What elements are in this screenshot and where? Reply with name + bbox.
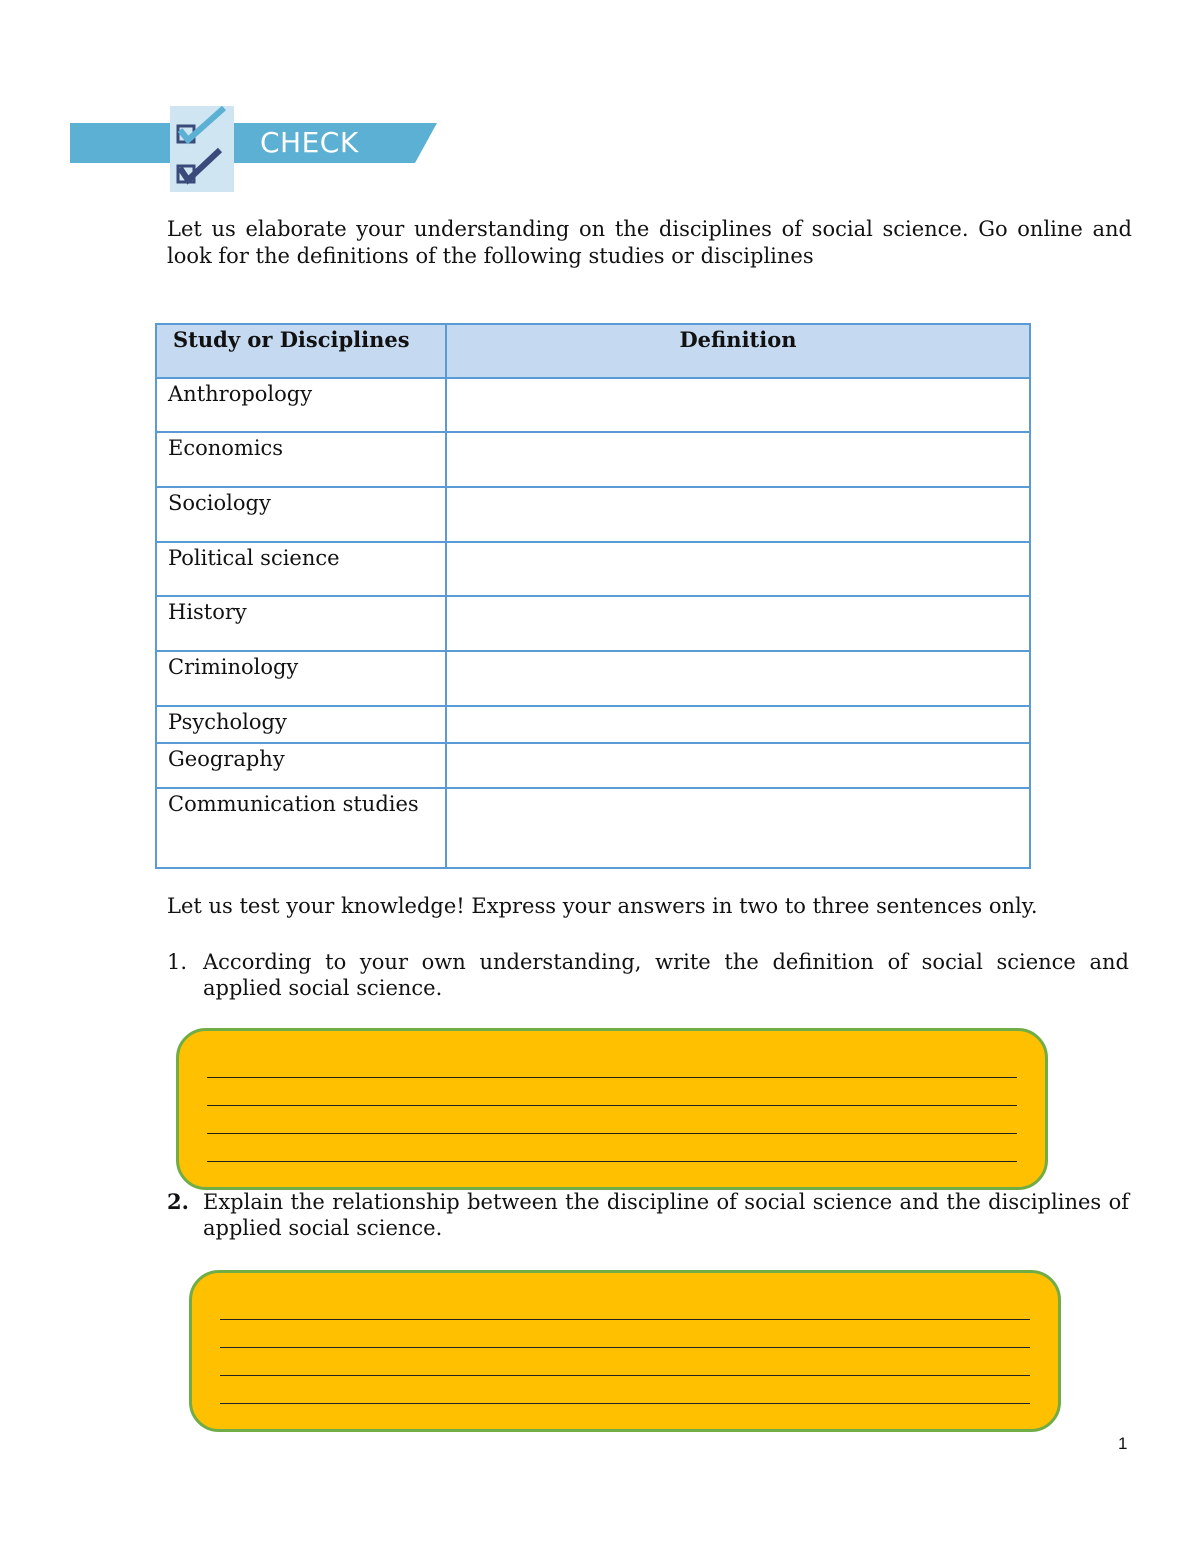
answer-box-1[interactable] <box>176 1028 1048 1190</box>
question-text: According to your own understanding, write the definition of social science and applied social science. <box>203 950 1129 1000</box>
definition-cell[interactable] <box>446 743 1030 788</box>
answer-line[interactable] <box>207 1133 1017 1134</box>
definition-cell[interactable] <box>446 378 1030 432</box>
study-name: Anthropology <box>156 378 446 432</box>
answer-box-2[interactable] <box>189 1270 1061 1432</box>
table-row <box>156 378 1030 432</box>
test-instruction: Let us test your knowledge! Express your answers in two to three sentences only. <box>167 894 1038 918</box>
study-name: Political science <box>156 542 446 596</box>
study-name: Criminology <box>156 651 446 706</box>
table-row <box>156 542 1030 596</box>
study-name: Psychology <box>156 706 446 743</box>
answer-line[interactable] <box>207 1105 1017 1106</box>
study-name: Sociology <box>156 487 446 542</box>
question-number: 2. <box>167 1189 189 1214</box>
definition-cell[interactable] <box>446 788 1030 868</box>
study-name: History <box>156 596 446 651</box>
header-study: Study or Disciplines <box>156 324 446 378</box>
table-row <box>156 487 1030 542</box>
definition-cell[interactable] <box>446 487 1030 542</box>
question-number: 1. <box>167 950 188 974</box>
answer-line[interactable] <box>220 1319 1030 1320</box>
disciplines-table <box>155 323 1031 869</box>
answer-line[interactable] <box>220 1403 1030 1404</box>
table-row <box>156 432 1030 487</box>
answer-line[interactable] <box>207 1161 1017 1162</box>
study-name: Economics <box>156 432 446 487</box>
checklist-icon <box>170 106 234 192</box>
answer-line[interactable] <box>220 1375 1030 1376</box>
question-1 <box>167 949 1129 1001</box>
answer-line[interactable] <box>220 1347 1030 1348</box>
definition-cell[interactable] <box>446 651 1030 706</box>
answer-line[interactable] <box>207 1077 1017 1078</box>
page-title: CHECK <box>260 126 359 159</box>
table-row <box>156 596 1030 651</box>
question-text: Explain the relationship between the discipline of social science and the disciplines of applied social science. <box>203 1190 1129 1240</box>
study-name: Geography <box>156 743 446 788</box>
definition-cell[interactable] <box>446 542 1030 596</box>
table-row <box>156 706 1030 743</box>
table-row <box>156 743 1030 788</box>
table-row <box>156 651 1030 706</box>
question-2 <box>167 1189 1129 1241</box>
intro-paragraph: Let us elaborate your understanding on the disciplines of social science. Go online and look for the definitions of the following studies or disciplines <box>167 217 1132 268</box>
definition-cell[interactable] <box>446 432 1030 487</box>
check-banner <box>70 123 437 163</box>
header-definition: Definition <box>446 324 1030 378</box>
definition-cell[interactable] <box>446 596 1030 651</box>
page-number: 1 <box>1118 1434 1128 1453</box>
banner-bar <box>70 123 437 163</box>
study-name: Communication studies <box>156 788 446 868</box>
definition-cell[interactable] <box>446 706 1030 743</box>
table-row <box>156 788 1030 868</box>
